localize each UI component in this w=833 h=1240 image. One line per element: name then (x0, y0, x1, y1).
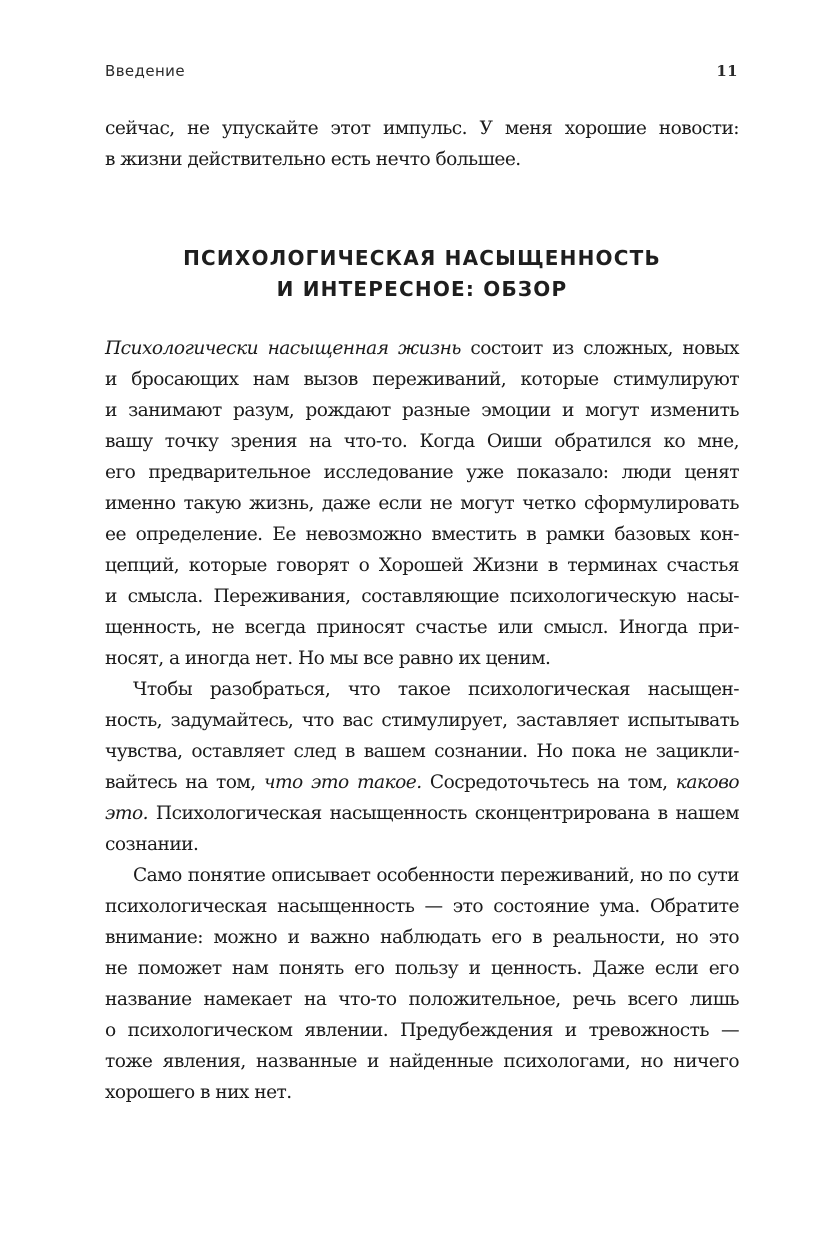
text-line: внимание: можно и важно наблюдать его в реальности, но это (105, 927, 739, 948)
section-title: Введение (105, 62, 185, 80)
text-line: психологическая насыщенность — это состояние ума. Обратите (105, 896, 739, 917)
text-line: ее определение. Ее невозможно вместить в рамки базовых кон- (105, 524, 739, 545)
text-line: и занимают разум, рождают разные эмоции и могут изменить (105, 400, 739, 421)
text-line: не поможет нам понять его пользу и ценность. Даже если его (105, 958, 739, 979)
italic-phrase: это. (105, 803, 148, 824)
text-line: сознании. (105, 834, 199, 855)
text-line: хорошего в них нет. (105, 1082, 292, 1103)
text-line (105, 798, 739, 829)
text-line: в жизни действительно есть нечто большее. (105, 149, 521, 170)
text-line: чувства, оставляет след в вашем сознании. Но пока не зацикли- (105, 741, 739, 762)
italic-phrase: что это такое. (263, 772, 422, 793)
heading-line: И ИНТЕРЕСНОЕ: ОБЗОР (276, 277, 568, 301)
page-number: 11 (716, 62, 738, 80)
text-line: носят, а иногда нет. Но мы все равно их ценим. (105, 648, 551, 669)
section-heading (105, 243, 739, 305)
paragraph-1 (105, 333, 739, 674)
heading-line: ПСИХОЛОГИЧЕСКАЯ НАСЫЩЕННОСТЬ (183, 246, 661, 270)
main-text (105, 333, 739, 1108)
text-line: Чтобы разобраться, что такое психологическая насыщен- (133, 679, 739, 700)
paragraph-2 (105, 674, 739, 860)
text-fragment: вайтесь на том, (105, 772, 264, 793)
text-fragment: Психологическая насыщенность сконцентрирована в нашем (147, 803, 739, 824)
intro-paragraph (105, 113, 739, 175)
text-fragment: Сосредоточьтесь на том, (421, 772, 676, 793)
text-line: и смысла. Переживания, составляющие психологическую насы- (105, 586, 739, 607)
running-header (105, 62, 738, 86)
text-line: Само понятие описывает особенности переживаний, но по сути (133, 865, 739, 886)
paragraph-3 (105, 860, 739, 1108)
text-line: именно такую жизнь, даже если не могут четко сформулировать (105, 493, 739, 514)
text-line: его предварительное исследование уже показало: люди ценят (105, 462, 739, 483)
italic-term: Психологически насыщенная жизнь (105, 338, 461, 359)
text-line (105, 333, 739, 364)
text-line: и бросающих нам вызов переживаний, которые стимулируют (105, 369, 739, 390)
text-line: сейчас, не упускайте этот импульс. У меня хорошие новости: (105, 118, 739, 139)
text-line (105, 767, 739, 798)
text-line: щенность, не всегда приносят счастье или смысл. Иногда при- (105, 617, 739, 638)
text-line: ность, задумайтесь, что вас стимулирует, заставляет испытывать (105, 710, 739, 731)
text-fragment: состоит из сложных, новых (460, 338, 739, 359)
text-line: цепций, которые говорят о Хорошей Жизни в терминах счастья (105, 555, 739, 576)
text-line: вашу точку зрения на что-то. Когда Оиши обратился ко мне, (105, 431, 739, 452)
text-line: название намекает на что-то положительное, речь всего лишь (105, 989, 739, 1010)
italic-phrase: каково (675, 772, 739, 793)
text-line: тоже явления, названные и найденные психологами, но ничего (105, 1051, 739, 1072)
text-line: о психологическом явлении. Предубеждения и тревожность — (105, 1020, 739, 1041)
